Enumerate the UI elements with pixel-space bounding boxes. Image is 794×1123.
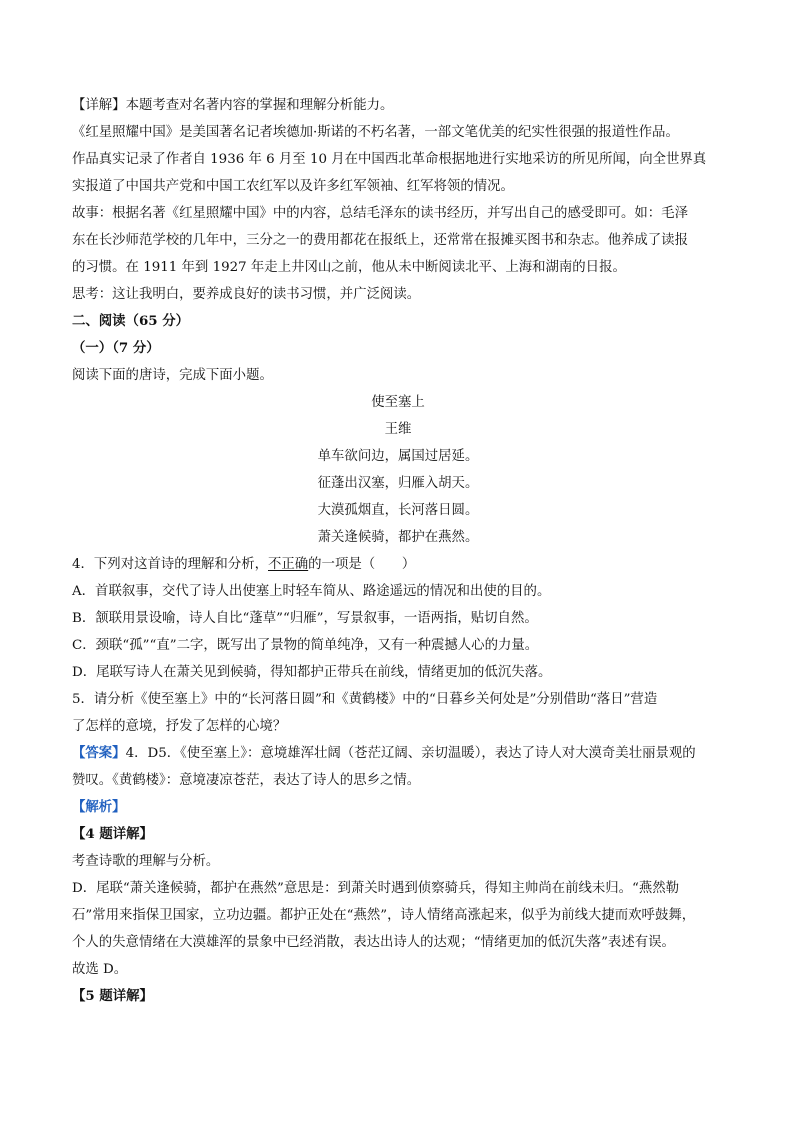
- poem-author: 王维: [384, 422, 412, 437]
- question-4-stem: [72, 551, 724, 578]
- answer-line-1: [72, 740, 724, 767]
- story-line-1: 故事：根据名著《红星照耀中国》中的内容，总结毛泽东的读书经历，并写出自己的感受即可。如：毛泽: [72, 206, 688, 221]
- poem-line: 萧关逢候骑，都护在燕然。: [317, 530, 479, 545]
- subsection-heading: （一）（7 分）: [72, 340, 160, 356]
- question-4-emphasis: 不正确: [268, 557, 309, 572]
- question-4-stem-post: 的一项是（ ）: [308, 557, 416, 572]
- question-5-line-1: 5．请分析《使至塞上》中的“长河落日圆”和《黄鹤楼》中的“日暮乡关何处是”分别借助“落日”营造: [72, 692, 658, 707]
- detail-4-line-1: 考查诗歌的理解与分析。: [72, 854, 220, 869]
- detail-line: [72, 92, 724, 119]
- detail-4-heading: 【4 题详解】: [72, 826, 153, 842]
- detail-4-line-3: 石”常用来指保卫国家，立功边疆。都护正处在“燕然”，诗人情绪高涨起来，似乎为前线大捷而欢呼鼓舞，: [72, 908, 696, 923]
- answer-text: 4．D5．《使至塞上》：意境雄浑壮阔（苍茫辽阔、亲切温暖），表达了诗人对大漠奇美壮丽景观的: [125, 746, 696, 761]
- detail-text: 本题考查对名著内容的掌握和理解分析能力。: [125, 98, 394, 113]
- option-c: C．颈联“孤”“直”二字，既写出了景物的简单纯净，又有一种震撼人心的力量。: [72, 638, 539, 653]
- story-line-2: 东在长沙师范学校的几年中，三分之一的费用都花在报纸上，还常常在报摊买图书和杂志。他养成了读报: [72, 233, 688, 248]
- intro-paragraph-1: 《红星照耀中国》是美国著名记者埃德加·斯诺的不朽名著，一部文笔优美的纪实性很强的报道性作品。: [72, 125, 679, 140]
- intro-paragraph-2b: 实报道了中国共产党和中国工农红军以及许多红军领袖、红军将领的情况。: [72, 179, 514, 194]
- detail-5-heading: 【5 题详解】: [72, 988, 153, 1004]
- think-line: 思考：这让我明白，要养成良好的读书习惯，并广泛阅读。: [72, 287, 421, 302]
- story-line-3: 的习惯。在 1911 年到 1927 年走上井冈山之前，他从未中断阅读北平、上海和湖南的日报。: [72, 260, 626, 275]
- answer-label: 【答案】: [72, 745, 126, 761]
- poem-line: 大漠孤烟直，长河落日圆。: [317, 503, 479, 518]
- option-a: A．首联叙事，交代了诗人出使塞上时轻车简从、路途遥远的情况和出使的目的。: [72, 584, 551, 599]
- poem-title: 使至塞上: [371, 395, 425, 410]
- poem-line: 征蓬出汉塞，归雁入胡天。: [317, 476, 479, 491]
- answer-line-2: 赞叹。《黄鹤楼》：意境凄凉苍茫，表达了诗人的思乡之情。: [72, 773, 421, 788]
- detail-4-line-5: 故选 D。: [72, 962, 128, 977]
- reading-instruction: 阅读下面的唐诗，完成下面小题。: [72, 368, 273, 383]
- option-d: D．尾联写诗人在萧关见到候骑，得知都护正带兵在前线，情绪更加的低沉失落。: [72, 665, 552, 680]
- question-5-line-2: 了怎样的意境，抒发了怎样的心境？: [72, 719, 287, 734]
- analysis-label: 【解析】: [72, 799, 126, 815]
- detail-4-line-4: 个人的失意情绪在大漠雄浑的景象中已经消散，表达出诗人的达观；“情绪更加的低沉失落”表述有误。: [72, 935, 675, 950]
- intro-paragraph-2a: 作品真实记录了作者自 1936 年 6 月至 10 月在中国西北革命根据地进行实地采访的所见所闻，向全世界真: [72, 152, 707, 167]
- option-b: B．颔联用景设喻，诗人自比“蓬草”“归雁”，写景叙事，一语两指，贴切自然。: [72, 611, 538, 626]
- poem-line: 单车欲问边，属国过居延。: [317, 449, 479, 464]
- detail-label: 【详解】: [72, 98, 126, 113]
- document-page: [72, 92, 724, 1010]
- question-4-stem-pre: 4．下列对这首诗的理解和分析，: [72, 557, 268, 572]
- detail-4-line-2: D．尾联“萧关逢候骑，都护在燕然”意思是：到萧关时遇到侦察骑兵，得知主帅尚在前线未归。“燕然勒: [72, 881, 680, 896]
- section-heading: 二、阅读（65 分）: [72, 313, 190, 329]
